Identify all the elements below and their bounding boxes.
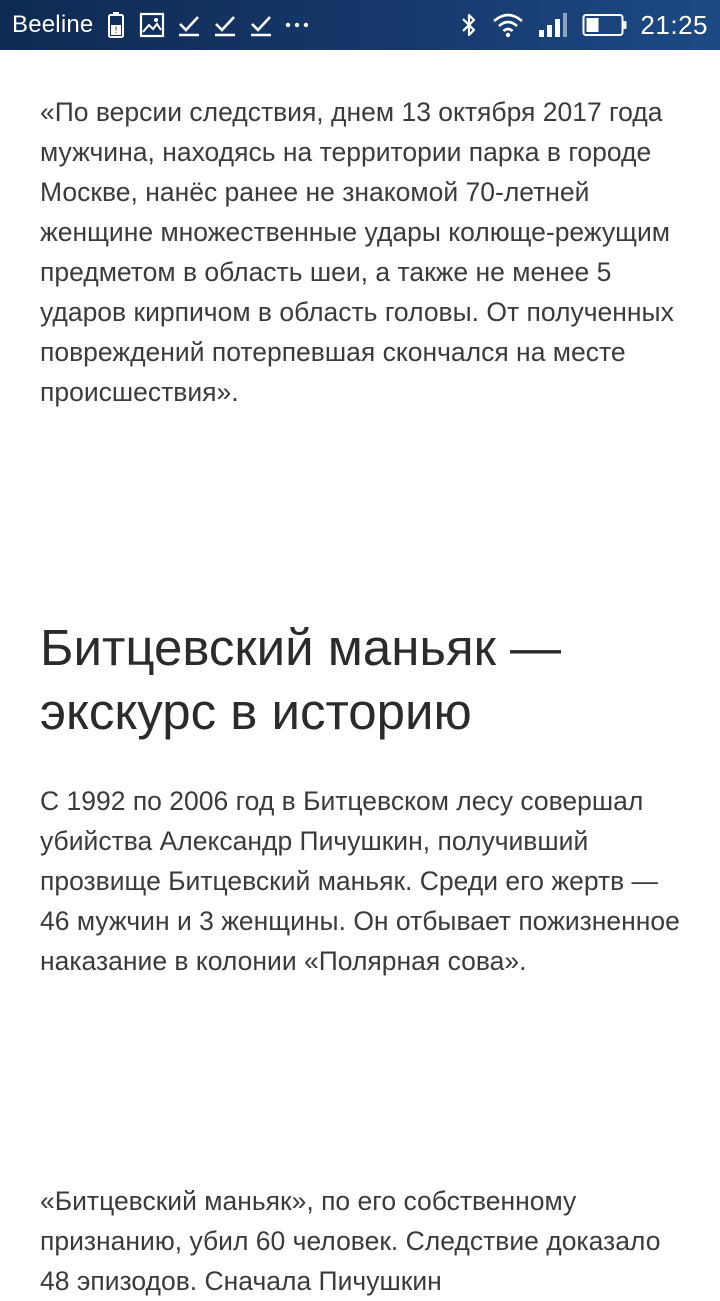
wifi-icon xyxy=(492,10,524,40)
status-bar-left xyxy=(12,10,321,40)
more-icon xyxy=(285,10,309,40)
article-paragraph-confession: «Битцевский маньяк», по его собственному признанию, убил 60 человек. Следствие доказало 48 эпизодов. Сначала Пичушкин xyxy=(40,1186,661,1296)
status-bar-right xyxy=(446,10,708,41)
image-icon xyxy=(139,10,165,40)
battery-icon xyxy=(582,10,628,40)
clock: 21:25 xyxy=(640,9,708,40)
svg-text:!: ! xyxy=(114,26,119,36)
carrier-name: Beeline xyxy=(12,11,94,38)
signal-icon xyxy=(538,10,568,40)
status-bar xyxy=(0,0,720,50)
check-icon xyxy=(249,10,273,40)
check-icon xyxy=(213,10,237,40)
battery-warning-icon xyxy=(105,10,127,40)
section-heading: Битцевский маньяк — экскурс в историю xyxy=(40,619,562,740)
check-icon xyxy=(177,10,201,40)
article-paragraph-history: С 1992 по 2006 год в Битцевском лесу совершал убийства Александр Пичушкин, получивший прозвище Битцевский маньяк. Среди его жертв — 46 мужчин и 3 женщины. Он отбывает пожизненное наказание в колонии «Полярная сова». xyxy=(40,786,680,976)
bluetooth-icon xyxy=(460,10,478,40)
battery-level-fill xyxy=(587,18,599,32)
article-paragraph-quote: «По версии следствия, днем 13 октября 2017 года мужчина, находясь на территории парка в городе Москве, нанёс ранее не знакомой 70-летней женщине множественные удары колюще-режущим предметом в область шеи, а также не менее 5 ударов кирпичом в область головы. От полученных повреждений потерпевшая скончался на месте происшествия». xyxy=(40,97,674,407)
